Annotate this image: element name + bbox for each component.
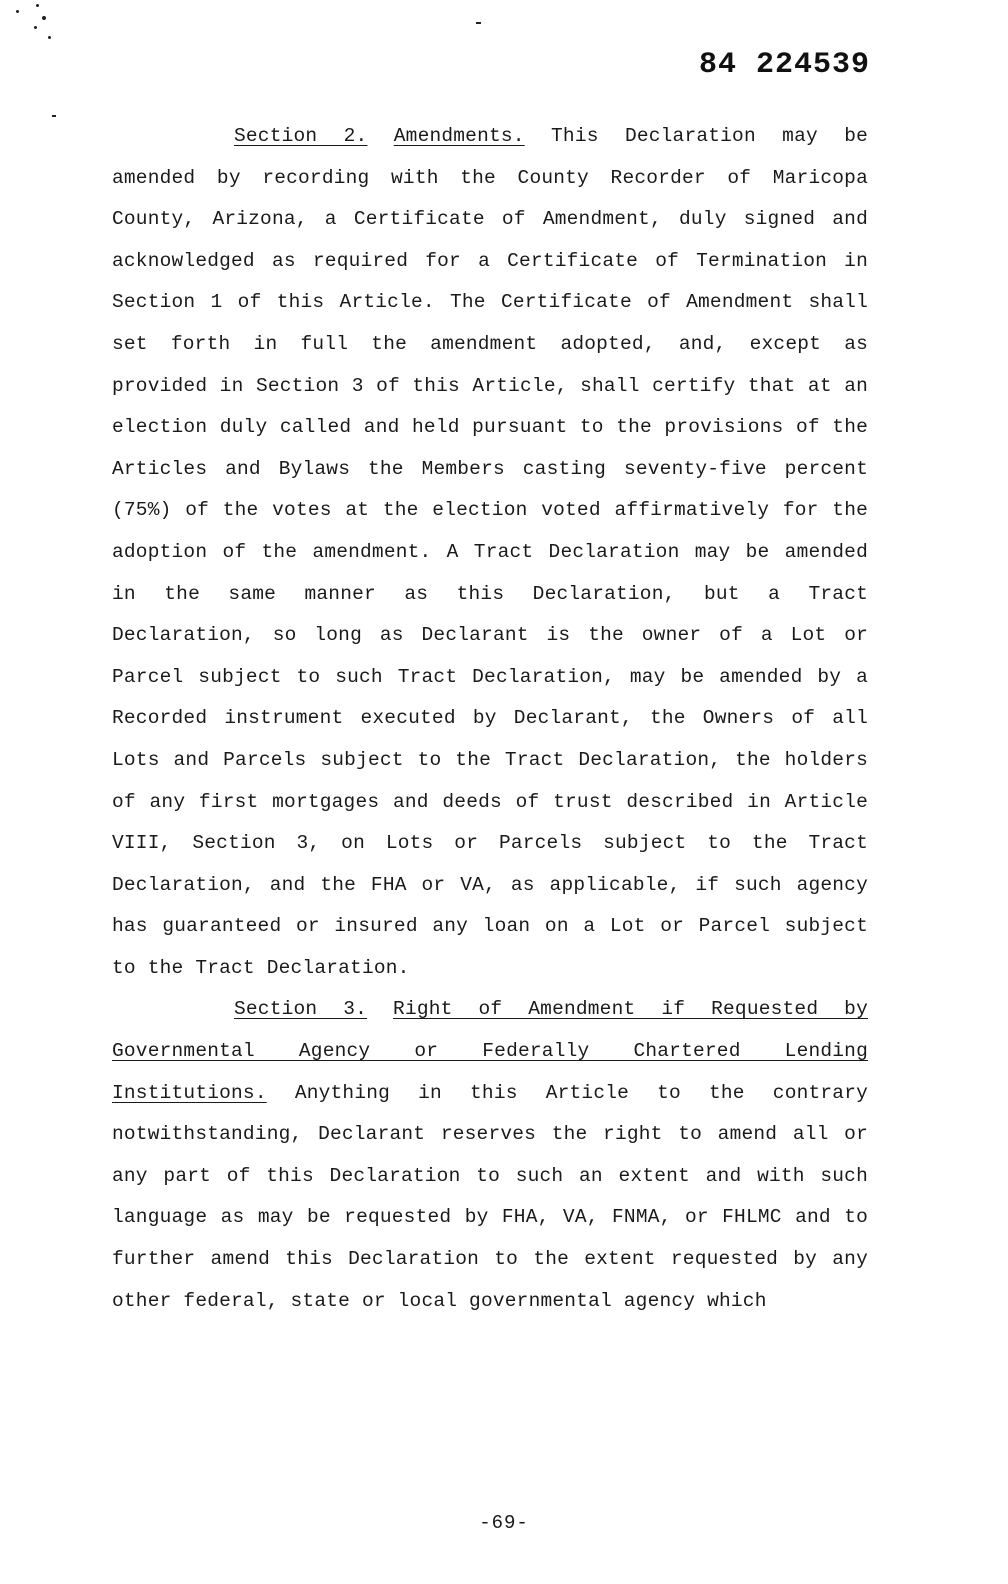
scan-speck xyxy=(36,4,39,7)
document-body xyxy=(112,116,868,1322)
section-body: Anything in this Article to the contrary notwithstanding, Declarant reserves the right to amend all or any part of this Declaration to such an extent and with such language as may be requested by FHA, VA, FNMA, or FHLMC and to further amend this Declaration to the extent requested by any other federal, state or local governmental agency which xyxy=(112,1081,869,1312)
section-paragraph xyxy=(112,116,868,989)
section-body: This Declaration may be amended by recording with the County Recorder of Maricopa County, Arizona, a Certificate of Amendment, duly signed and acknowledged as required for a Certificate of Termination in Section 1 of this Article. The Certificate of Amendment shall set forth in full the amendment adopted, and, except as provided in Section 3 of this Article, shall certify that at an election duly called and held pursuant to the provisions of the Articles and Bylaws the Members casting seventy-five percent (75%) of the votes at the election voted affirmatively for the adoption of the amendment. A Tract Declaration may be amended in the same manner as this Declaration, but a Tract Declaration, so long as Declarant is the owner of a Lot or Parcel subject to such Tract Declaration, may be amended by a Recorded instrument executed by Declarant, the Owners of all Lots and Parcels subject to the Tract Declaration, the holders of any first mortgages and deeds of trust described in Article VIII, Section 3, on Lots or Parcels subject to the Tract Declaration, and the FHA or VA, as applicable, if such agency has guaranteed or insured any loan on a Lot or Parcel subject to the Tract Declaration. xyxy=(112,125,869,979)
document-number: 84 224539 xyxy=(698,48,870,82)
scan-speck xyxy=(42,16,46,20)
scan-speck xyxy=(52,115,56,117)
section-number: Section 3. xyxy=(234,998,368,1021)
scan-speck xyxy=(476,22,481,24)
section-paragraph xyxy=(112,989,868,1322)
section-number: Section 2. xyxy=(234,125,368,147)
scan-speck xyxy=(16,10,19,13)
scan-speck xyxy=(34,26,37,29)
section-title: Right of Amendment if Requested by Governmental Agency or Federally Chartered Lending Institutions. xyxy=(112,998,868,1104)
page-number: -69- xyxy=(479,1512,529,1534)
section-title: Amendments. xyxy=(393,125,525,147)
scan-speck xyxy=(48,36,51,39)
